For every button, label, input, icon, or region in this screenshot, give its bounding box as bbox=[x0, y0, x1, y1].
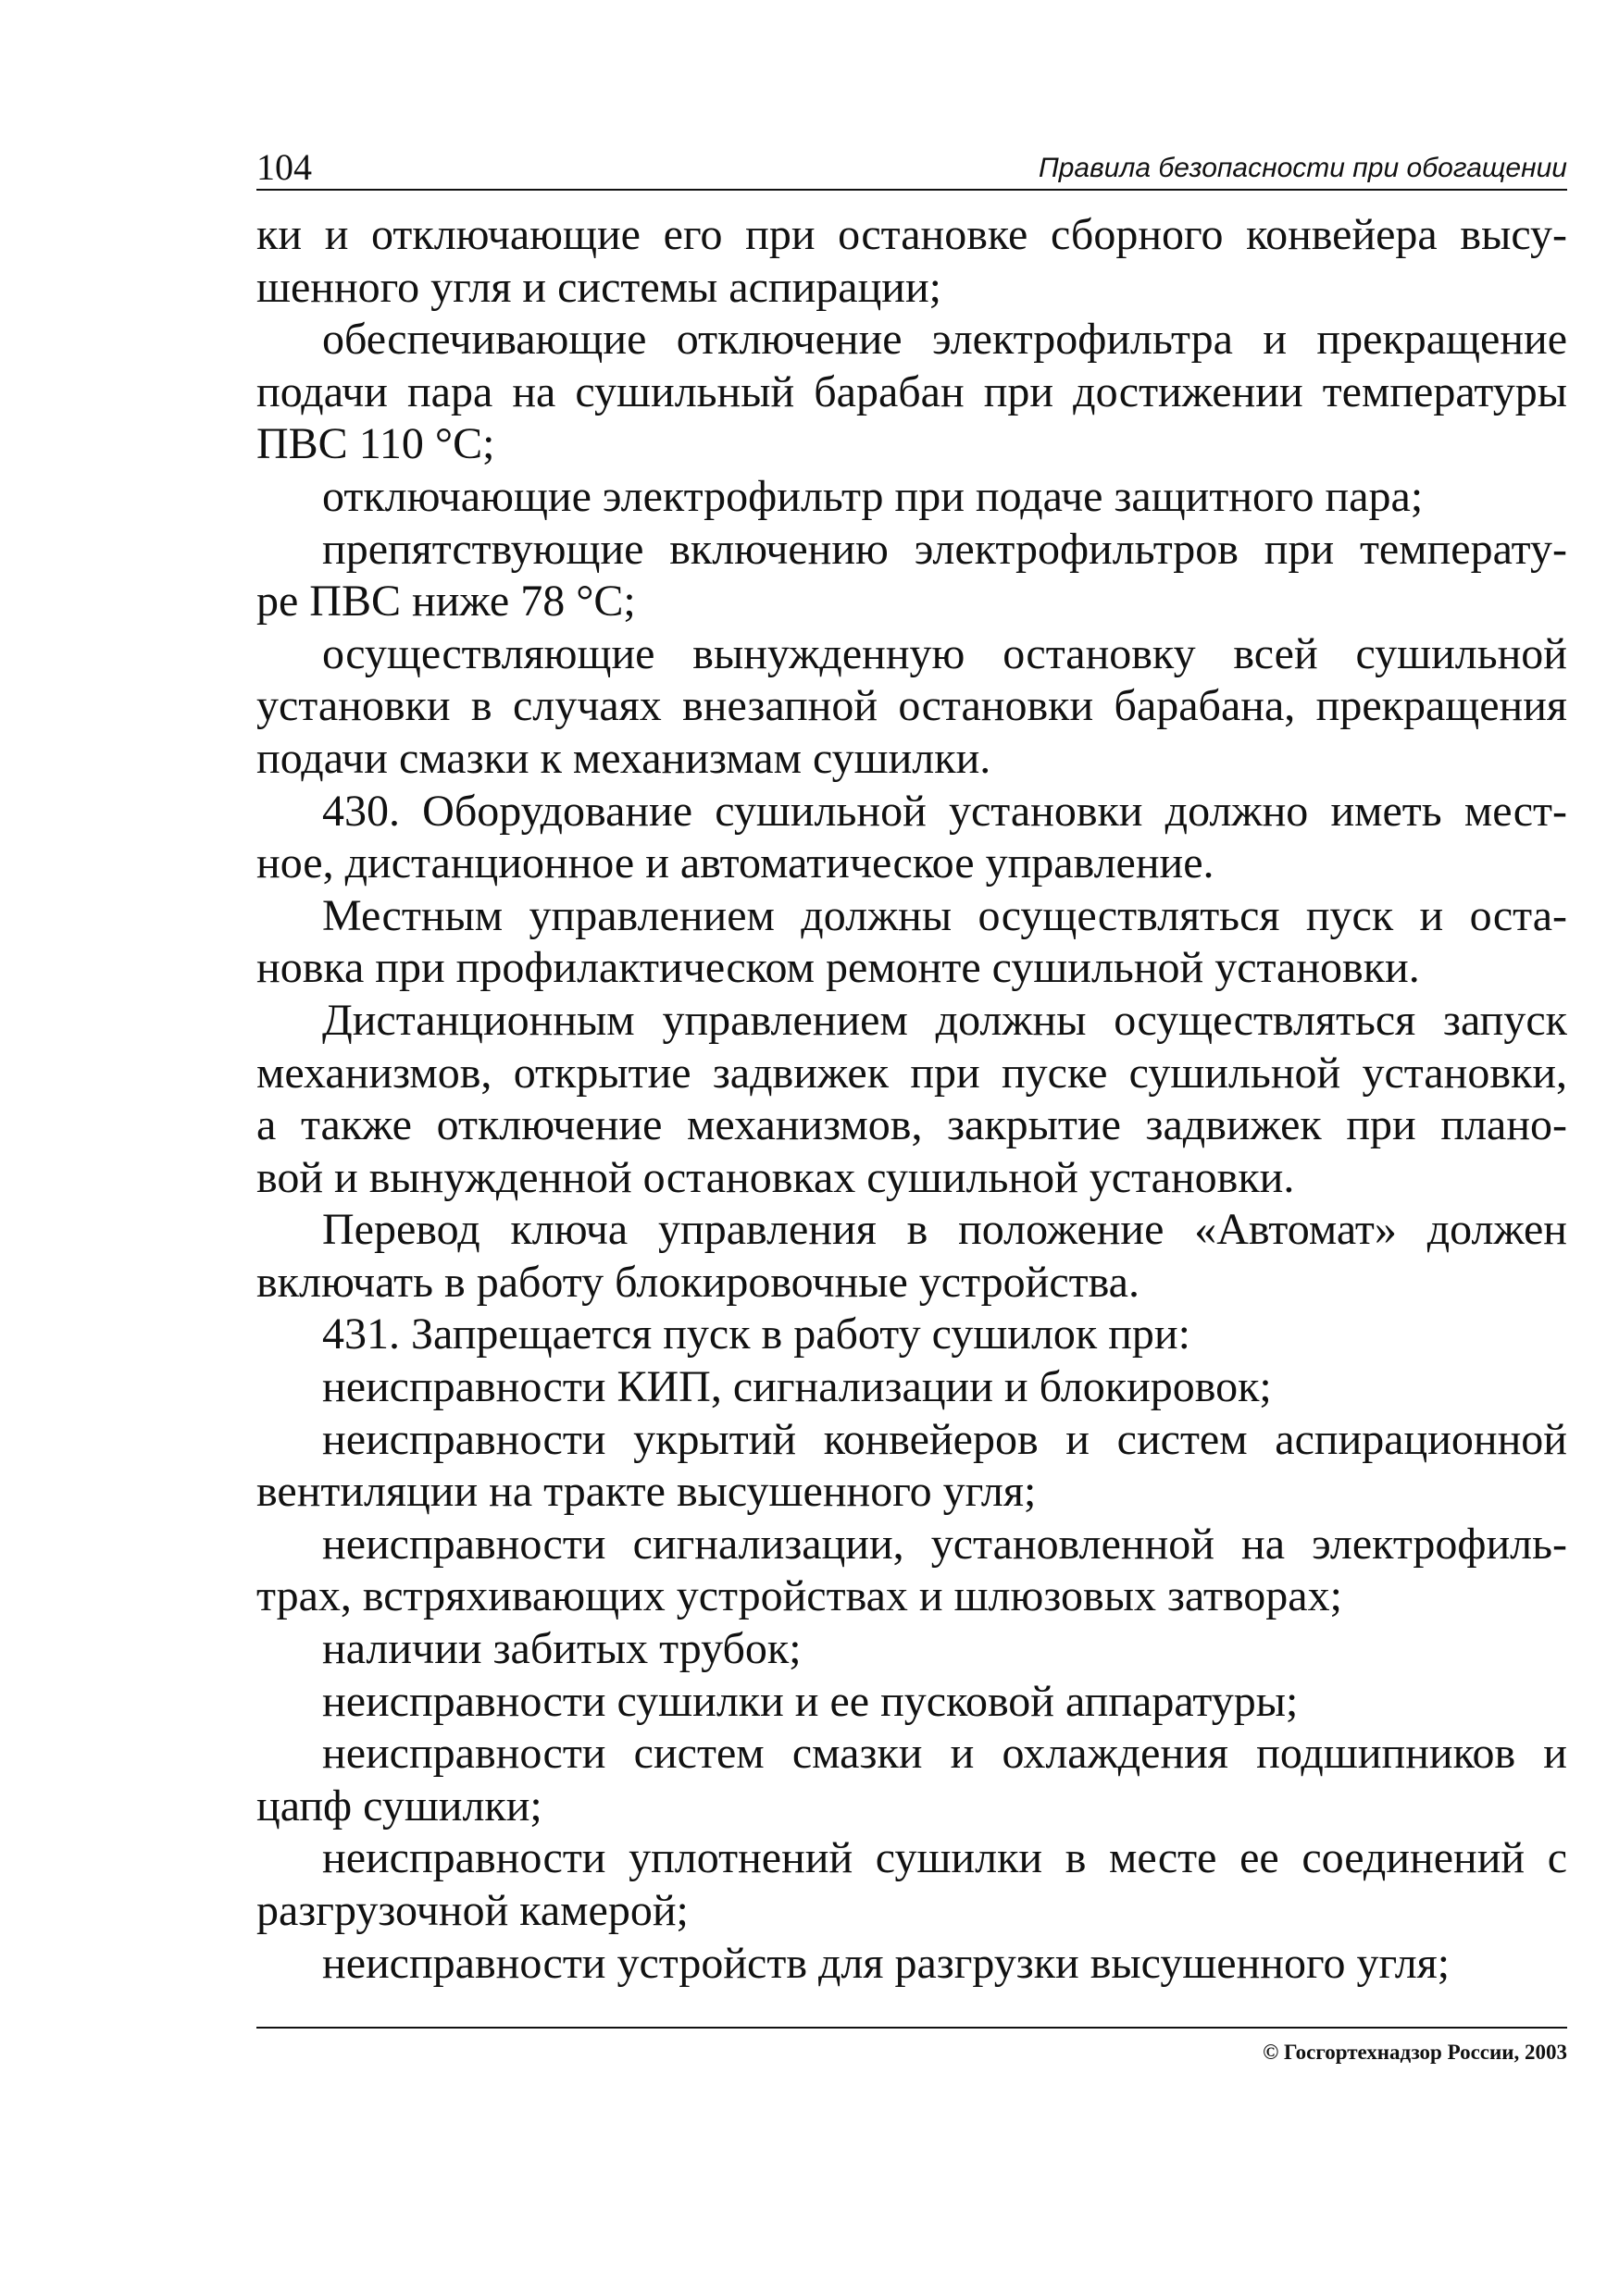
text-line: включать в работу блокировочные устройства. bbox=[256, 1257, 1140, 1307]
text-line: шенного угля и системы аспирации; bbox=[256, 262, 941, 312]
text-line: ПВС 110 °С; bbox=[256, 419, 495, 469]
text-line: наличии забитых трубок; bbox=[322, 1624, 802, 1674]
text-line: ре ПВС ниже 78 °С; bbox=[256, 577, 636, 627]
text-line: неисправности КИП, сигнализации и блокировок; bbox=[322, 1362, 1272, 1412]
text-line: 430. Оборудование сушильной установки должно иметь мест- bbox=[322, 786, 1567, 836]
text-line: а также отключение механизмов, закрытие задвижек при плано- bbox=[256, 1100, 1567, 1150]
text-line: неисправности укрытий конвейеров и систем аспирационной bbox=[322, 1414, 1567, 1464]
text-line: установки в случаях внезапной остановки барабана, прекращения bbox=[256, 681, 1567, 731]
text-line: неисправности сушилки и ее пусковой аппаратуры; bbox=[322, 1676, 1299, 1726]
text-line: механизмов, открытие задвижек при пуске сушильной установки, bbox=[256, 1048, 1567, 1098]
text-line: цапф сушилки; bbox=[256, 1781, 542, 1831]
body-text bbox=[256, 209, 1567, 1990]
document-page bbox=[256, 0, 1567, 2296]
text-line: неисправности устройств для разгрузки высушенного угля; bbox=[322, 1938, 1451, 1988]
text-line: Дистанционным управлением должны осуществляться запуск bbox=[322, 995, 1567, 1045]
text-line: вентиляции на тракте высушенного угля; bbox=[256, 1467, 1037, 1517]
copyright-footer: © Госгортехнадзор России, 2003 bbox=[1263, 2041, 1567, 2064]
text-line: новка при профилактическом ремонте сушильной установки. bbox=[256, 943, 1420, 993]
text-line: вой и вынужденной остановках сушильной установки. bbox=[256, 1152, 1295, 1202]
text-line: разгрузочной камерой; bbox=[256, 1886, 689, 1935]
text-line: обеспечивающие отключение электрофильтра и прекращение bbox=[322, 315, 1567, 365]
text-line: неисправности уплотнений сушилки в месте ее соединений с bbox=[322, 1833, 1567, 1883]
header-rule bbox=[256, 189, 1567, 191]
text-line: ное, дистанционное и автоматическое управление. bbox=[256, 838, 1214, 888]
text-line: отключающие электрофильтр при подаче защитного пара; bbox=[322, 471, 1424, 521]
text-line: Местным управлением должны осуществляться пуск и оста- bbox=[322, 890, 1567, 940]
text-line: препятствующие включению электрофильтров при температу- bbox=[322, 524, 1567, 574]
text-line: подачи смазки к механизмам сушилки. bbox=[256, 733, 991, 783]
text-line: неисправности сигнализации, установленной на электрофиль- bbox=[322, 1519, 1567, 1569]
page-number: 104 bbox=[256, 146, 312, 188]
footer-rule bbox=[256, 2027, 1567, 2029]
page-header bbox=[256, 148, 1567, 187]
text-line: ки и отключающие его при остановке сборного конвейера высу- bbox=[256, 210, 1567, 259]
text-line: подачи пара на сушильный барабан при достижении температуры bbox=[256, 366, 1567, 416]
text-line: осуществляющие вынужденную остановку всей сушильной bbox=[322, 628, 1567, 678]
text-line: трах, встряхивающих устройствах и шлюзовых затворах; bbox=[256, 1571, 1342, 1621]
text-line: неисправности систем смазки и охлаждения подшипников и bbox=[322, 1729, 1567, 1779]
running-title: Правила безопасности при обогащении bbox=[1039, 153, 1567, 183]
text-line: Перевод ключа управления в положение «Автомат» должен bbox=[322, 1205, 1567, 1255]
text-line: 431. Запрещается пуск в работу сушилок при: bbox=[322, 1309, 1190, 1359]
